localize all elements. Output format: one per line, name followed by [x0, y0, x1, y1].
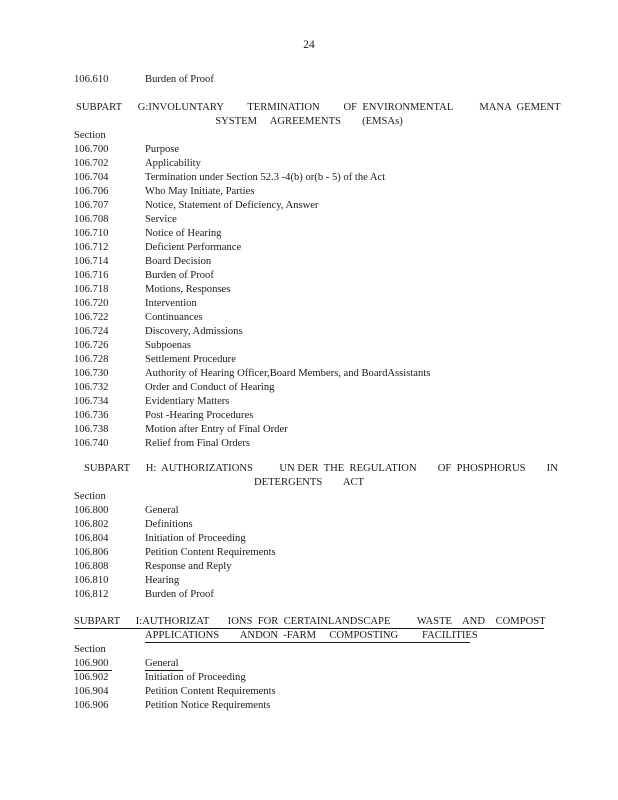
section-title: Motions, Responses	[145, 284, 231, 295]
subpart-i-list	[0, 657, 618, 713]
subpart-h-list	[0, 504, 618, 602]
section-number: 106.906	[74, 700, 109, 711]
section-title: Settlement Procedure	[145, 354, 236, 365]
section-number: 106.740	[74, 438, 109, 449]
section-title: Termination under Section 52.3 -4(b) or(b - 5) of the Act	[145, 172, 386, 183]
toc-entry	[0, 269, 618, 283]
toc-entry	[0, 157, 618, 171]
toc-entry	[0, 255, 618, 269]
toc-entry	[0, 395, 618, 409]
section-title: General	[145, 657, 183, 671]
section-number: 106.802	[74, 519, 109, 530]
toc-entry	[0, 546, 618, 560]
toc-entry	[0, 73, 618, 87]
toc-entry	[0, 143, 618, 157]
section-title: Definitions	[145, 519, 193, 530]
section-number: 106.734	[74, 396, 109, 407]
subpart-i-heading-line1: SUBPART I:AUTHORIZAT IONS FOR CERTAINLANDSCAPE WASTE AND COMPOST	[74, 616, 546, 627]
toc-entry	[0, 325, 618, 339]
section-title: Board Decision	[145, 256, 212, 267]
section-number: 106.726	[74, 340, 109, 351]
toc-entry	[0, 353, 618, 367]
toc-entry	[0, 227, 618, 241]
section-title: Response and Reply	[145, 561, 232, 572]
toc-entry	[0, 171, 618, 185]
section-number: 106.710	[74, 228, 109, 239]
section-number: 106.800	[74, 505, 109, 516]
section-number: 106.804	[74, 533, 109, 544]
toc-entry	[0, 283, 618, 297]
toc-entry	[0, 685, 618, 699]
section-title: Deficient Performance	[145, 242, 242, 253]
toc-entry	[0, 213, 618, 227]
page-number: 24	[303, 39, 315, 51]
toc-entry	[0, 518, 618, 532]
subpart-h-heading-line1: SUBPART H: AUTHORIZATIONS UN DER THE REGULATION OF PHOSPHORUS IN	[84, 463, 558, 474]
section-title: Order and Conduct of Hearing	[145, 382, 275, 393]
toc-entry	[0, 699, 618, 713]
top-entry-block	[0, 73, 618, 87]
section-number: 106.728	[74, 354, 109, 365]
section-number: 106.900	[74, 657, 112, 671]
toc-entry	[0, 657, 618, 671]
section-title: General	[145, 505, 179, 516]
section-title: Burden of Proof	[145, 270, 214, 281]
toc-entry	[0, 560, 618, 574]
section-title: Authority of Hearing Officer,Board Members, and BoardAssistants	[145, 368, 431, 379]
toc-entry	[0, 297, 618, 311]
section-number: 106.812	[74, 589, 109, 600]
toc-entry	[0, 532, 618, 546]
section-number: 106.736	[74, 410, 109, 421]
section-title: Motion after Entry of Final Order	[145, 424, 288, 435]
toc-entry	[0, 588, 618, 602]
section-number: 106.714	[74, 256, 109, 267]
section-number: 106.732	[74, 382, 109, 393]
section-number: 106.724	[74, 326, 109, 337]
section-title: Continuances	[145, 312, 203, 323]
section-title: Notice of Hearing	[145, 228, 222, 239]
section-title: Purpose	[145, 144, 180, 155]
section-number: 106.808	[74, 561, 109, 572]
subpart-i-heading-line2: APPLICATIONS ANDON -FARM COMPOSTING FACILITIES	[145, 630, 478, 641]
toc-entry	[0, 574, 618, 588]
section-number: 106.730	[74, 368, 109, 379]
section-number: 106.738	[74, 424, 109, 435]
section-title: Intervention	[145, 298, 197, 309]
section-title: Initiation of Proceeding	[145, 672, 246, 683]
section-number: 106.904	[74, 686, 109, 697]
toc-entry	[0, 241, 618, 255]
toc-entry	[0, 437, 618, 451]
subpart-g-heading-line2: SYSTEM AGREEMENTS (EMSAs)	[215, 116, 403, 127]
toc-entry	[0, 199, 618, 213]
section-title: Burden of Proof	[145, 74, 214, 85]
toc-entry	[0, 423, 618, 437]
section-title: Initiation of Proceeding	[145, 533, 246, 544]
section-number: 106.708	[74, 214, 109, 225]
subpart-h-heading-line2: DETERGENTS ACT	[253, 477, 365, 488]
section-label: Section	[74, 491, 106, 502]
section-number: 106.716	[74, 270, 109, 281]
section-title: Discovery, Admissions	[145, 326, 243, 337]
subpart-i	[0, 615, 618, 713]
section-title: Petition Content Requirements	[145, 686, 276, 697]
section-title: Hearing	[145, 575, 180, 586]
subpart-h	[0, 462, 618, 602]
subpart-g-list	[0, 143, 618, 451]
section-title: Service	[145, 214, 177, 225]
section-title: Subpoenas	[145, 340, 191, 351]
section-number: 106.722	[74, 312, 109, 323]
section-number: 106.707	[74, 200, 109, 211]
toc-entry	[0, 311, 618, 325]
section-number: 106.706	[74, 186, 109, 197]
toc-entry	[0, 339, 618, 353]
section-title: Petition Notice Requirements	[145, 700, 271, 711]
section-title: Applicability	[145, 158, 201, 169]
toc-entry	[0, 367, 618, 381]
section-title: Post -Hearing Procedures	[145, 410, 254, 421]
toc-entry	[0, 381, 618, 395]
section-number: 106.720	[74, 298, 109, 309]
toc-entry	[0, 185, 618, 199]
subpart-g	[0, 101, 618, 451]
section-number: 106.702	[74, 158, 109, 169]
section-title: Notice, Statement of Deficiency, Answer	[145, 200, 319, 211]
section-number: 106.902	[74, 672, 109, 683]
section-title: Burden of Proof	[145, 589, 214, 600]
toc-entry	[0, 671, 618, 685]
section-label: Section	[74, 644, 106, 655]
section-number: 106.810	[74, 575, 109, 586]
section-number: 106.806	[74, 547, 109, 558]
subpart-g-heading-line1: SUBPART G:INVOLUNTARY TERMINATION OF ENVIRONMENTAL MANA GEMENT	[76, 102, 561, 113]
section-number: 106.610	[74, 74, 109, 85]
section-number: 106.700	[74, 144, 109, 155]
toc-entry	[0, 504, 618, 518]
section-title: Petition Content Requirements	[145, 547, 276, 558]
section-number: 106.712	[74, 242, 109, 253]
section-number: 106.718	[74, 284, 109, 295]
section-label: Section	[74, 130, 106, 141]
section-title: Relief from Final Orders	[145, 438, 251, 449]
toc-entry	[0, 409, 618, 423]
section-number: 106.704	[74, 172, 109, 183]
section-title: Who May Initiate, Parties	[145, 186, 255, 197]
section-title: Evidentiary Matters	[145, 396, 230, 407]
